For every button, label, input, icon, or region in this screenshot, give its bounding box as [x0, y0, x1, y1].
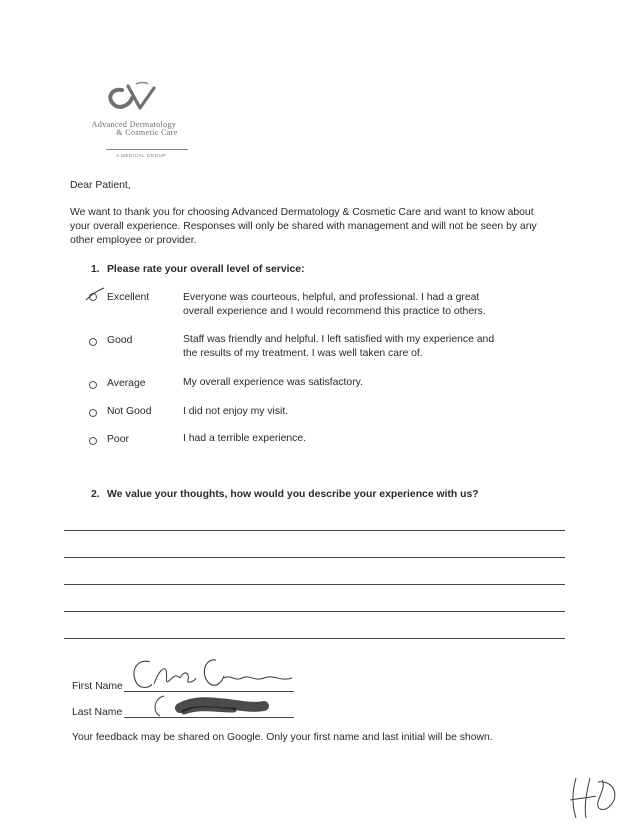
handwritten-check-icon: [84, 286, 106, 302]
option-desc: Staff was friendly and helpful. I left satisfied with my experience and: [183, 334, 495, 345]
intro-line-3: other employee or provider.: [70, 235, 197, 246]
radio-poor[interactable]: [89, 437, 97, 445]
question-2-text: We value your thoughts, how would you describe your experience with us?: [107, 489, 479, 500]
response-line-2[interactable]: [64, 557, 565, 558]
first-name-label: First Name: [72, 681, 123, 692]
question-2-number: 2.: [91, 489, 100, 500]
footer-note: Your feedback may be shared on Google. Only your first name and last initial will be shown.: [72, 732, 493, 743]
response-line-3[interactable]: [64, 584, 565, 585]
response-line-4[interactable]: [64, 611, 565, 612]
intro-line-1: We want to thank you for choosing Advanced Dermatology & Cosmetic Care and want to know about: [70, 207, 534, 218]
logo-divider: [106, 149, 188, 150]
handwritten-last-name-redacted: [150, 692, 280, 722]
logo-mark-icon: [102, 78, 162, 118]
logo-line-2: & Cosmetic Care: [116, 128, 178, 138]
last-name-label: Last Name: [72, 707, 123, 718]
handwritten-first-name: [124, 654, 304, 694]
option-label: Good: [107, 335, 133, 346]
option-label: Average: [107, 378, 146, 389]
option-label: Poor: [107, 434, 129, 445]
logo-line-3: A MEDICAL GROUP: [116, 153, 166, 158]
question-1-text: Please rate your overall level of service:: [107, 264, 305, 275]
logo-line-1: Advanced Dermatology: [91, 120, 177, 129]
option-desc: My overall experience was satisfactory.: [183, 377, 363, 388]
option-desc: I had a terrible experience.: [183, 433, 307, 444]
radio-not-good[interactable]: [89, 409, 97, 417]
question-1-number: 1.: [91, 264, 100, 275]
option-desc: Everyone was courteous, helpful, and professional. I had a great: [183, 292, 480, 303]
radio-good[interactable]: [89, 338, 97, 346]
option-label: Not Good: [107, 406, 152, 417]
practice-logo: [72, 78, 202, 168]
option-desc: overall experience and I would recommend this practice to others.: [183, 306, 486, 317]
option-desc: the results of my treatment. I was well taken care of.: [183, 348, 423, 359]
intro-line-2: your overall experience. Responses will only be shared with management and will not be seen by any: [70, 221, 537, 232]
radio-average[interactable]: [89, 381, 97, 389]
option-label: Excellent: [107, 292, 150, 303]
option-desc: I did not enjoy my visit.: [183, 406, 289, 417]
response-line-1[interactable]: [64, 530, 565, 531]
greeting: Dear Patient,: [70, 180, 131, 191]
handwritten-initials: [566, 772, 626, 824]
response-line-5[interactable]: [64, 638, 565, 639]
